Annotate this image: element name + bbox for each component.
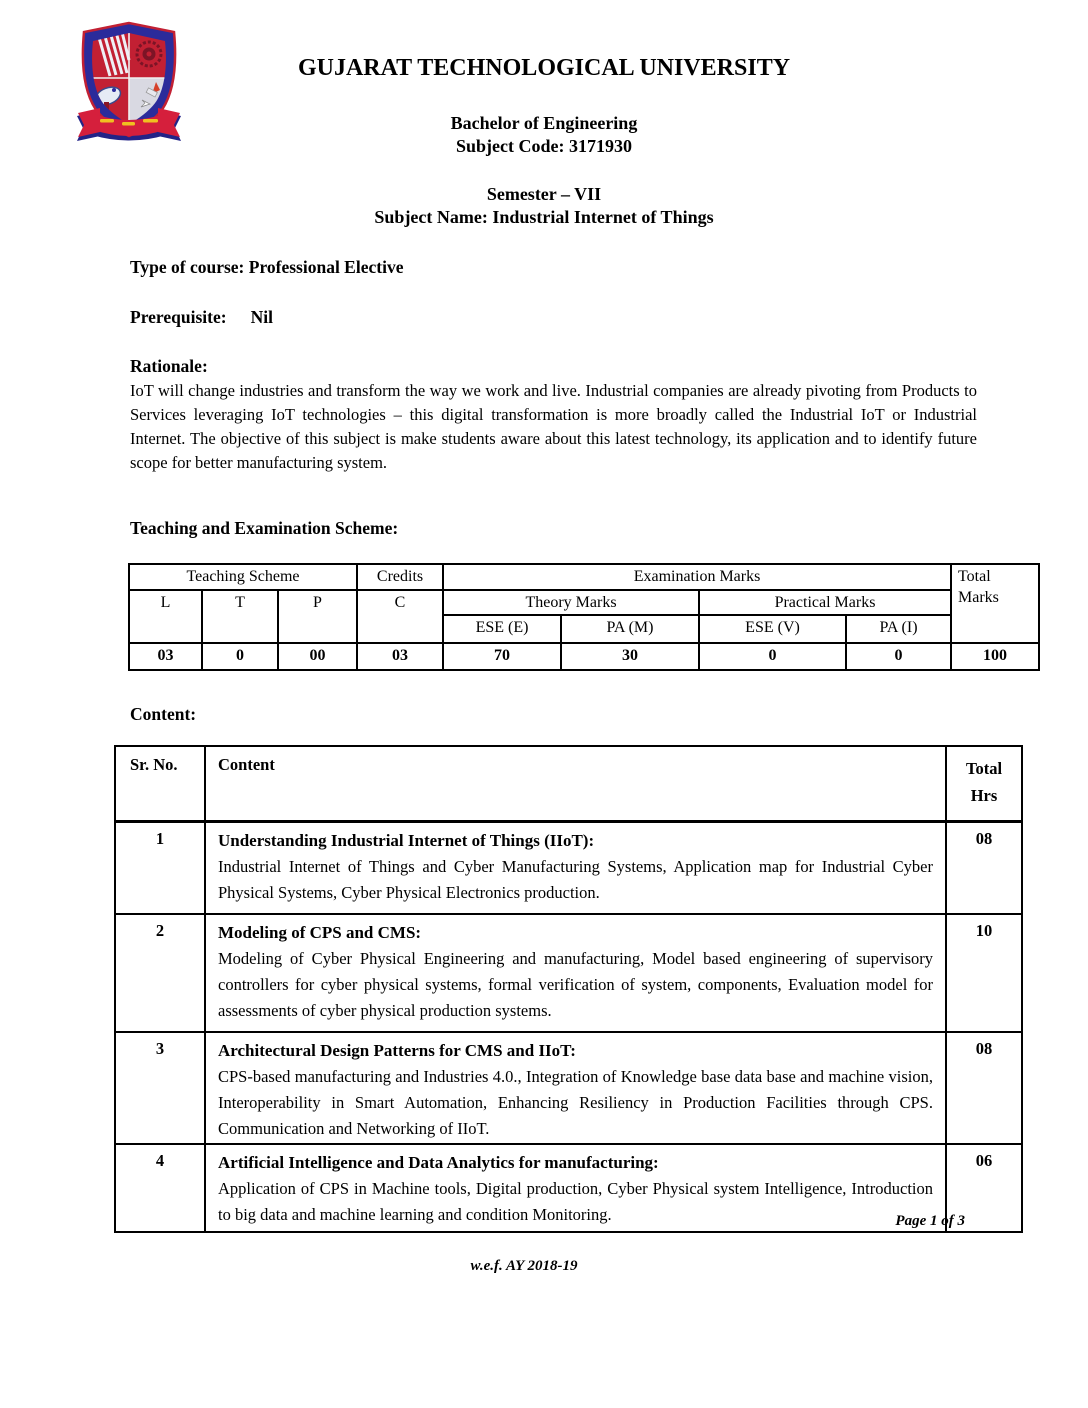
content-row-2-title: Modeling of CPS and CMS: [218,923,422,942]
content-row-3-hrs: 08 [946,1032,1022,1144]
content-row-4-content [205,1144,946,1232]
content-row-2-sr: 2 [115,914,205,1032]
content-row-1 [115,821,1022,914]
content-row-3-content [205,1032,946,1144]
type-of-course-line: Type of course: Professional Elective [130,257,404,277]
total-marks-line1: Total [958,568,991,585]
scheme-col-c: C [357,590,443,643]
gtu-crest-icon [70,20,188,142]
content-heading: Content: [130,704,197,724]
scheme-value-ese-e: 70 [443,643,561,670]
scheme-header-total-marks [951,564,1039,643]
content-header-hrs [946,746,1022,821]
content-row-4 [115,1144,1022,1232]
content-row-2-hrs: 10 [946,914,1022,1032]
content-row-1-content [205,821,946,914]
total-marks-line2: Marks [958,589,999,606]
university-title: GUJARAT TECHNOLOGICAL UNIVERSITY [297,55,791,81]
content-row-2-content [205,914,946,1032]
scheme-col-p: P [278,590,357,643]
scheme-header-practical: Practical Marks [699,590,951,615]
scheme-header-examination: Examination Marks [443,564,951,590]
scheme-col-pa-m: PA (M) [561,615,699,643]
scheme-value-total: 100 [951,643,1039,670]
content-header-content: Content [205,746,946,821]
content-row-4-body: Application of CPS in Machine tools, Digital production, Cyber Physical system Intelligence, Introduction to big data and machine learning and condition Monitoring. [218,1179,933,1224]
content-section [130,703,977,725]
prerequisite-line [130,306,977,328]
scheme-value-t: 0 [202,643,278,670]
scheme-value-l: 03 [129,643,202,670]
subject-code-line: Subject Code: 3171930 [456,136,632,156]
content-row-2 [115,914,1022,1032]
degree-line: Bachelor of Engineering [450,113,638,133]
scheme-value-pa-i: 0 [846,643,951,670]
content-row-3 [115,1032,1022,1144]
scheme-value-c: 03 [357,643,443,670]
content-row-4-hrs: 06 [946,1144,1022,1232]
content-row-3-body: CPS-based manufacturing and Industries 4.0., Integration of Knowledge base data base and machine vision, Interoperability in Smart Automation, Enhancing Resiliency in Production Facilities through CPS. Communication and Networking of IIoT. [218,1067,933,1138]
wef-note: w.e.f. AY 2018-19 [470,1258,578,1274]
hrs-header-line2: Hrs [970,786,998,805]
content-row-2-body: Modeling of Cyber Physical Engineering and manufacturing, Model based engineering of supervisory controllers for cyber physical systems, formal verification of system, components, Evaluation model for assessments of cyber physical production systems. [218,949,933,1020]
scheme-value-p: 00 [278,643,357,670]
content-row-3-title: Architectural Design Patterns for CMS and IIoT: [218,1041,576,1060]
subject-name-line: Subject Name: Industrial Internet of Things [374,207,714,227]
semester-block [0,183,1088,229]
content-row-4-sr: 4 [115,1144,205,1232]
content-row-4-title: Artificial Intelligence and Data Analytics for manufacturing: [218,1153,659,1172]
content-table [114,745,1023,1233]
scheme-header-theory: Theory Marks [443,590,699,615]
content-row-3-sr: 3 [115,1032,205,1144]
prerequisite-label: Prerequisite: [130,307,227,327]
scheme-value-pa-m: 30 [561,643,699,670]
scheme-header-credits: Credits [357,564,443,590]
content-row-1-hrs: 08 [946,821,1022,914]
scheme-value-ese-v: 0 [699,643,846,670]
teaching-examination-scheme-table [128,563,1040,671]
gtu-logo [70,20,188,142]
scheme-col-t: T [202,590,278,643]
page-number: Page 1 of 3 [895,1213,965,1229]
semester-line: Semester – VII [486,184,602,204]
rationale-heading: Rationale: [130,356,208,376]
scheme-col-l: L [129,590,202,643]
scheme-heading: Teaching and Examination Scheme: [130,518,399,538]
scheme-header-teaching: Teaching Scheme [129,564,357,590]
prerequisite-value: Nil [250,307,273,327]
scheme-col-ese-e: ESE (E) [443,615,561,643]
content-row-1-body: Industrial Internet of Things and Cyber Manufacturing Systems, Application map for Industrial Cyber Physical Systems, Cyber Physical Electronics production. [218,856,933,902]
content-row-1-title: Understanding Industrial Internet of Things (IIoT): [218,830,595,850]
course-info-section [130,256,977,539]
rationale-paragraph: IoT will change industries and transform the way we work and live. Industrial companies are already pivoting from Products to Services leveraging IoT technologies – this digital transformation is more broadly called the Industrial IoT or Industrial Internet. The objective of this subject is make students aware about this latest technology, its application and to identify future scope for better manufacturing system. [130,381,977,472]
scheme-col-ese-v: ESE (V) [699,615,846,643]
content-header-sr: Sr. No. [115,746,205,821]
hrs-header-line1: Total [965,759,1003,778]
content-row-1-sr: 1 [115,821,205,914]
scheme-col-pa-i: PA (I) [846,615,951,643]
